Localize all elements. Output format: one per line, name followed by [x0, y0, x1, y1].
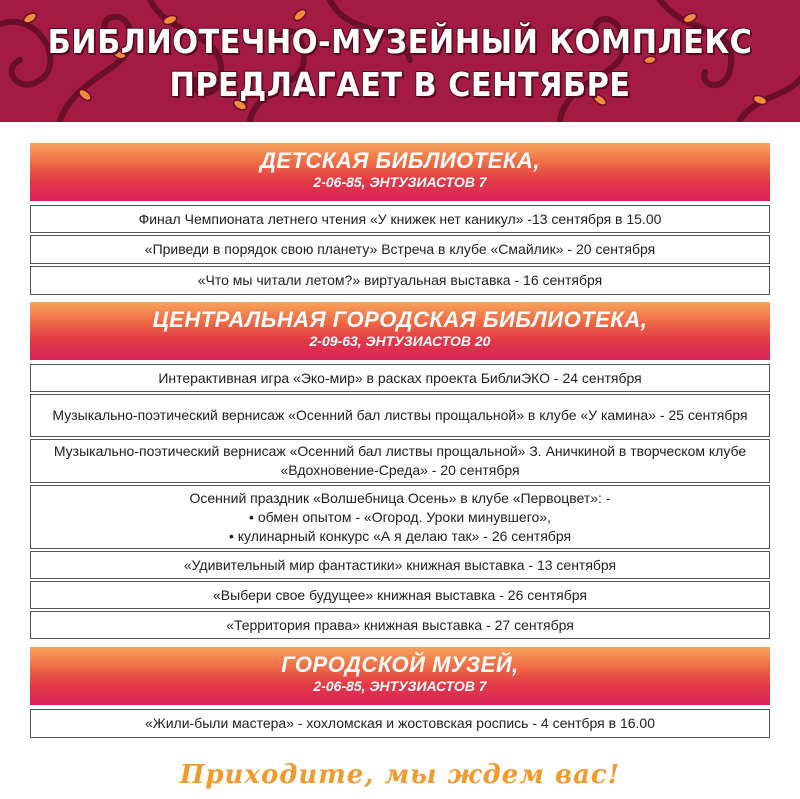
event-row: «Приведи в порядок свою планету» Встреча в клубе «Смайлик» - 20 сентября: [30, 235, 770, 264]
event-list: [30, 709, 770, 738]
event-row: Музыкально-поэтический вернисаж «Осенний бал листвы прощальной» З. Аничкиной в творческом клубе «Вдохновение-Среда» - 20 сентября: [30, 439, 770, 483]
banner-title-line2: ПРЕДЛАГАЕТ В СЕНТЯБРЕ: [169, 65, 631, 104]
section-header: [30, 302, 770, 360]
banner-title-line1: БИБЛИОТЕЧНО-МУЗЕЙНЫЙ КОМПЛЕКС: [47, 22, 753, 61]
section-children-library: [30, 143, 770, 297]
event-row: «Удивительный мир фантастики» книжная выставка - 13 сентября: [30, 551, 770, 579]
section-city-museum: [30, 647, 770, 740]
event-row: «Выбери свое будущее» книжная выставка - 26 сентября: [30, 581, 770, 609]
event-row: Интерактивная игра «Эко-мир» в расках проекта БиблиЭКО - 24 сентября: [30, 364, 770, 392]
bullet-item: • обмен опытом - «Огород. Уроки минувшего»,: [229, 508, 571, 527]
section-header: [30, 647, 770, 705]
bullet-item: • кулинарный конкурс «А я делаю так» - 26 сентября: [229, 527, 571, 546]
footer-slogan: Приходите, мы ждем вас!: [179, 760, 621, 790]
banner-title: [32, 20, 768, 106]
section-title: ДЕТСКАЯ БИБЛИОТЕКА,: [260, 148, 540, 173]
event-list: [30, 364, 770, 639]
section-title: ЦЕНТРАЛЬНАЯ ГОРОДСКАЯ БИБЛИОТЕКА,: [152, 307, 648, 332]
section-header: [30, 143, 770, 201]
section-subtitle: 2-06-85, ЭНТУЗИАСТОВ 7: [313, 678, 487, 694]
event-row: Музыкально-поэтический вернисаж «Осенний бал листвы прощальной» в клубе «У камина» - 25 сентября: [30, 394, 770, 437]
event-row: «Жили-были мастера» - хохломская и жостовская роспись - 4 сентбря в 16.00: [30, 709, 770, 738]
section-subtitle: 2-09-63, ЭНТУЗИАСТОВ 20: [309, 333, 491, 349]
section-title: ГОРОДСКОЙ МУЗЕЙ,: [281, 652, 519, 677]
header-banner: [0, 0, 800, 122]
event-text: Осенний праздник «Волшебница Осень» в клубе «Первоцвет»: -: [189, 489, 611, 506]
event-row-with-list: [30, 485, 770, 549]
event-row: «Что мы читали летом?» виртуальная выставка - 16 сентября: [30, 266, 770, 295]
event-row: «Территория права» книжная выставка - 27 сентября: [30, 611, 770, 639]
event-bullets: [229, 508, 571, 546]
event-row: Финал Чемпионата летнего чтения «У книжек нет каникул» -13 сентября в 15.00: [30, 205, 770, 233]
event-list: [30, 205, 770, 295]
section-central-library: [30, 302, 770, 641]
section-subtitle: 2-06-85, ЭНТУЗИАСТОВ 7: [313, 174, 487, 190]
